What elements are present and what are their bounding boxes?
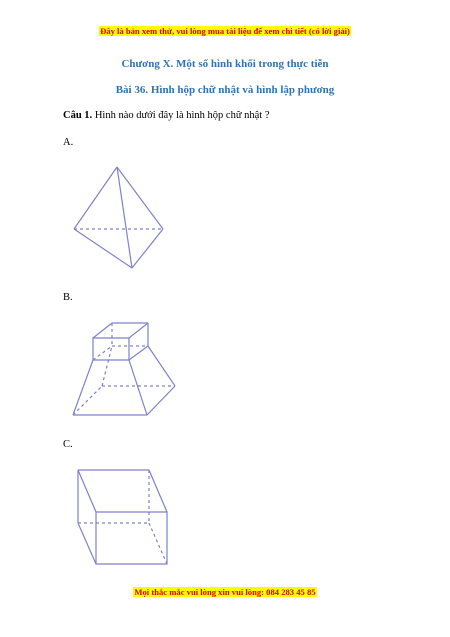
option-b-label: B. — [63, 292, 73, 303]
question-text: Hình nào dưới đây là hình hộp chữ nhật ? — [92, 110, 270, 121]
top-banner-text: Đây là bản xem thử, vui lòng mua tài liệu để xem chi tiết (có lời giải) — [100, 26, 350, 36]
figure-b-box-on-frustum — [73, 323, 175, 415]
lesson-title: Bài 36. Hình hộp chữ nhật và hình lập phương — [115, 84, 335, 96]
option-c-label: C. — [63, 439, 73, 450]
chapter-title: Chương X. Một số hình khối trong thực tiễn — [121, 58, 329, 70]
figure-a-tetrahedron — [74, 167, 163, 268]
bottom-banner-text: Mọi thắc mắc vui lòng xin vui lòng: 084 283 45 85 — [134, 587, 316, 597]
bottom-banner — [0, 587, 450, 597]
option-a-label: A. — [63, 137, 74, 148]
question-label: Câu 1. — [63, 110, 93, 121]
figure-c-cuboid — [78, 470, 167, 564]
